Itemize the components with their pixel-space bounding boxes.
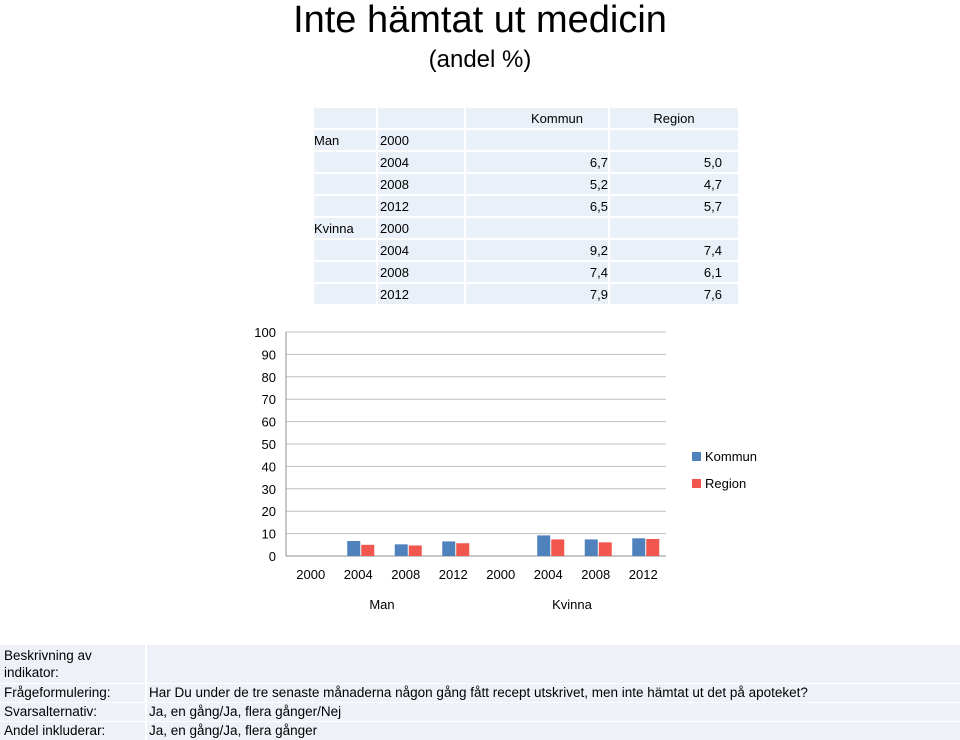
table-row (314, 218, 738, 238)
bar-kommun (585, 539, 598, 556)
row-year: 2012 (378, 196, 464, 216)
group-label: Man (369, 597, 395, 612)
y-tick-label: 70 (261, 392, 276, 408)
data-table (314, 106, 738, 306)
group-label: Kvinna (552, 597, 592, 612)
row-group (314, 174, 376, 194)
row-region-value: 5,0 (610, 152, 738, 172)
table-header-kommun: Kommun (466, 108, 608, 128)
x-tick-label: 2012 (628, 567, 658, 582)
title-block (0, 0, 960, 75)
row-year: 2004 (378, 152, 464, 172)
row-region-value: 5,7 (610, 196, 738, 216)
bar-region (599, 542, 612, 556)
row-year: 2008 (378, 262, 464, 282)
bar-kommun (395, 544, 408, 556)
row-region-value (610, 130, 738, 150)
bar-region (456, 543, 469, 556)
y-tick-label: 80 (261, 369, 276, 385)
y-tick-label: 50 (261, 437, 276, 452)
bar-kommun (632, 538, 645, 556)
bar-kommun (442, 541, 455, 556)
page-title: Inte hämtat ut medicin (293, 0, 667, 41)
bar-region (551, 539, 564, 556)
page-subtitle: (andel %) (428, 46, 532, 73)
bar-region (409, 545, 422, 556)
y-tick-label: 100 (254, 325, 276, 340)
row-year: 2000 (378, 130, 464, 150)
table-row (314, 284, 738, 304)
table-row (314, 262, 738, 282)
x-tick-label: 2012 (438, 567, 468, 582)
bar-region (361, 545, 374, 556)
row-group (314, 240, 376, 260)
row-region-value (610, 218, 738, 238)
y-tick-label: 60 (261, 414, 276, 430)
y-tick-label: 40 (261, 459, 276, 475)
row-kommun-value: 6,5 (466, 196, 608, 216)
bar-kommun (537, 535, 550, 556)
y-tick-label: 0 (268, 549, 276, 564)
x-tick-label: 2004 (343, 567, 373, 582)
table-row (314, 240, 738, 260)
row-year: 2000 (378, 218, 464, 238)
row-kommun-value (466, 130, 608, 150)
row-kommun-value: 5,2 (466, 174, 608, 194)
row-region-value: 6,1 (610, 262, 738, 282)
y-tick-label: 10 (261, 526, 276, 542)
row-group (314, 196, 376, 216)
x-tick-label: 2008 (391, 567, 421, 582)
row-region-value: 7,6 (610, 284, 738, 304)
row-kommun-value: 7,4 (466, 262, 608, 282)
row-group (314, 284, 376, 304)
row-region-value: 7,4 (610, 240, 738, 260)
desc-label-includes: Andel inkluderar: (0, 722, 145, 740)
row-year: 2004 (378, 240, 464, 260)
row-year: 2008 (378, 174, 464, 194)
x-tick-label: 2000 (296, 567, 326, 582)
bar-chart (0, 310, 960, 630)
y-tick-label: 90 (261, 347, 276, 363)
desc-value-indicator (147, 645, 960, 683)
row-kommun-value: 6,7 (466, 152, 608, 172)
desc-value-answers: Ja, en gång/Ja, flera gånger/Nej (147, 703, 960, 721)
row-region-value: 4,7 (610, 174, 738, 194)
legend-swatch-region (692, 479, 701, 488)
table-row (314, 174, 738, 194)
row-group (314, 262, 376, 282)
bar-region (646, 539, 659, 556)
table-header-region: Region (610, 108, 738, 128)
y-tick-label: 20 (261, 504, 276, 520)
legend-swatch-kommun (692, 452, 701, 461)
row-group (314, 152, 376, 172)
x-tick-label: 2008 (581, 567, 611, 582)
row-group: Kvinna (314, 218, 376, 238)
table-row (314, 196, 738, 216)
desc-value-question: Har Du under de tre senaste månaderna någon gång fått recept utskrivet, men inte hämtat ut det på apoteket? (147, 684, 960, 702)
desc-label-answers: Svarsalternativ: (0, 703, 145, 721)
x-tick-label: 2004 (533, 567, 563, 582)
desc-value-includes: Ja, en gång/Ja, flera gånger (147, 722, 960, 740)
y-tick-label: 30 (261, 481, 276, 497)
row-group: Man (314, 130, 376, 150)
row-year: 2012 (378, 284, 464, 304)
desc-label-question: Frågeformulering: (0, 684, 145, 702)
row-kommun-value (466, 218, 608, 238)
table-row (314, 130, 738, 150)
bar-kommun (347, 541, 360, 556)
desc-label-indicator: Beskrivning av indikator: (0, 645, 145, 683)
table-row (314, 152, 738, 172)
legend-label: Region (705, 476, 747, 491)
x-tick-label: 2000 (486, 567, 516, 582)
row-kommun-value: 7,9 (466, 284, 608, 304)
row-kommun-value: 9,2 (466, 240, 608, 260)
legend-label: Kommun (705, 449, 758, 464)
